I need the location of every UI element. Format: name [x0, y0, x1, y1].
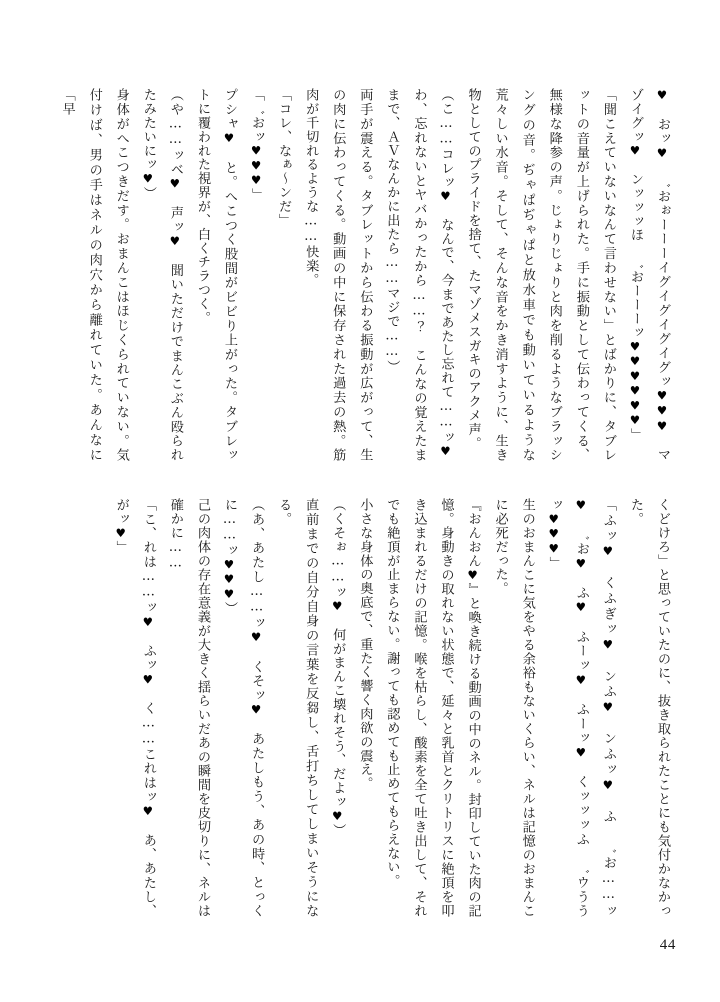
heart-glyph: ♥	[167, 176, 182, 192]
paragraph: 「゛おッ♥♥♥」	[249, 88, 265, 202]
heart-glyph: ♥	[655, 403, 669, 419]
heart-glyph: ♥	[655, 145, 669, 161]
heart-glyph: ♥	[600, 637, 615, 654]
paragraph: プシャ♥ と。へこつく股間がビビり上がった。タブレットに覆われた視界が、白くチラつく。	[194, 88, 237, 463]
heart-glyph: ♥	[222, 557, 236, 573]
heart-glyph: ♥	[249, 702, 264, 718]
heart-glyph: ♥	[627, 143, 642, 159]
heart-glyph: ♥	[627, 368, 642, 384]
paragraph: ♥ おッ♥ ゛おぉーーーイグイグイグイグッ♥♥♥ マゾイグッ♥ ンッッッほ ゛おーーーッ♥♥♥♥♥♥」	[627, 88, 670, 462]
heart-glyph: ♥	[140, 171, 155, 187]
heart-glyph: ♥	[600, 699, 615, 717]
paragraph: （くそぉ……ッ♥ 何がまんこ壊れそう、だよッ♥）	[330, 498, 346, 838]
heart-glyph: ♥	[249, 630, 264, 646]
heart-glyph: ♥	[249, 158, 264, 174]
heart-glyph: ♥	[627, 339, 642, 355]
heart-glyph: ♥	[573, 745, 588, 761]
paragraph: 『おんおん♥』と喚き続ける動画の中のネル。封印していた肉の記憶。身動きの取れない状態で、延々と乳首とクリトリスに絶頂を叩き込まれるだけの記憶。喉を枯らし、酸素を全て吐き出して、それでも絶頂が止まらない。謝っても認めても止めてもらえない。	[384, 498, 481, 918]
heart-glyph: ♥	[546, 541, 561, 557]
paragraph: （や……ッベ♥ 声ッ♥ 聞いただけでまんこぶん殴られたみたいにッ♥）	[140, 88, 183, 463]
heart-glyph: ♥	[140, 804, 155, 820]
heart-glyph: ♥	[140, 614, 155, 630]
heart-glyph: ♥	[655, 88, 669, 104]
paragraph: 「ふッ♥ くふぎッ♥ ンふ♥ ンふッ♥ ふ ゛お……ッ♥ ゛お♥ ふ♥ ふーッ♥ ふーッ♥ くッッッふ ゛ウううッ♥♥♥」	[546, 498, 616, 919]
heart-glyph: ♥	[573, 498, 588, 514]
heart-glyph: ♥	[573, 600, 588, 616]
heart-glyph: ♥	[167, 234, 182, 250]
heart-glyph: ♥	[249, 173, 264, 188]
heart-glyph: ♥	[627, 354, 642, 369]
heart-glyph: ♥	[330, 599, 345, 614]
heart-glyph: ♥	[627, 383, 642, 399]
paragraph: 「聞こえていないなんて言わせない」とばかりに、タブレットの音量が上げられた。手に振動として伝わってくる、無様な降参の声。じょりじょりと肉を削るようなブラッシングの音。ぢゃぱぢゃぱと放水車でも動いているような荒々しい水音。そして、そんな音をかき消すように、生き物としてのプライドを捨て、たマゾメスガキのアクメ声。	[465, 88, 616, 462]
paragraph: （あ、あたし……ッ♥ くそッ♥ あたしもう、あの時、とっくに……ッ♥♥♥）	[222, 498, 265, 918]
heart-glyph: ♥	[573, 556, 588, 572]
page-number: 44	[659, 937, 676, 953]
heart-glyph: ♥	[140, 672, 155, 688]
heart-glyph: ♥	[546, 511, 561, 527]
text-block-lower	[88, 498, 676, 918]
heart-glyph: ♥	[546, 526, 561, 542]
heart-glyph: ♥	[627, 398, 642, 414]
paragraph: 己の肉体の存在意義が大きく揺らいだあの瞬間を皮切りに、ネルは確かに……	[167, 498, 210, 918]
heart-glyph: ♥	[113, 525, 128, 541]
heart-glyph: ♥	[222, 572, 236, 587]
paragraph: 身体がへこつきだす。おまんこはほじくられていない。気付けば、男の手はネルの肉穴から離れていた。あんなに「早	[59, 88, 129, 462]
heart-glyph: ♥	[655, 418, 669, 434]
heart-glyph: ♥	[222, 586, 236, 602]
heart-glyph: ♥	[465, 567, 480, 583]
text-block-upper	[59, 88, 676, 473]
heart-glyph: ♥	[627, 413, 642, 428]
paragraph: くどけろ」と思っていたのに、抜き取られたことにも気付かなかった。	[627, 498, 670, 918]
paragraph: 直前までの自分自身の言葉を反芻し、舌打ちしてしまいそうになる。	[276, 498, 319, 918]
heart-glyph: ♥	[655, 388, 669, 404]
paragraph: 「こ、れは……ッ♥ ふッ♥ く……これはッ♥ あ、あたし、がッ♥」	[113, 498, 156, 918]
heart-glyph: ♥	[330, 808, 345, 824]
heart-glyph: ♥	[249, 143, 264, 159]
heart-glyph: ♥	[222, 131, 236, 147]
paragraph: 両手が震える。タブレットから伝わる振動が広がって、生の肉に伝わってくる。動画の中に保存された過去の熱。筋肉が千切れるような……快楽。	[303, 88, 373, 462]
paragraph: 小さな身体の奥底で、重たく響く肉欲の震え。	[357, 498, 373, 791]
paragraph: 生のおまんこに気をやる余裕もないくらい、ネルは記憶のおまんこに必死だった。	[492, 498, 535, 918]
heart-glyph: ♥	[573, 672, 588, 688]
heart-glyph: ♥	[600, 777, 615, 795]
heart-glyph: ♥	[438, 444, 453, 459]
heart-glyph: ♥	[600, 544, 615, 561]
heart-glyph: ♥	[438, 189, 453, 204]
paragraph: （こ……コレッ♥ なんで、今まであたし忘れて……ッ♥ わ、忘れないとヤバかったから……？ こんなの覚えたままで、ＡＶなんかに出たら……マジで……）	[384, 88, 454, 473]
paragraph: 「コレ、なぁ～ンだ」	[276, 88, 292, 228]
